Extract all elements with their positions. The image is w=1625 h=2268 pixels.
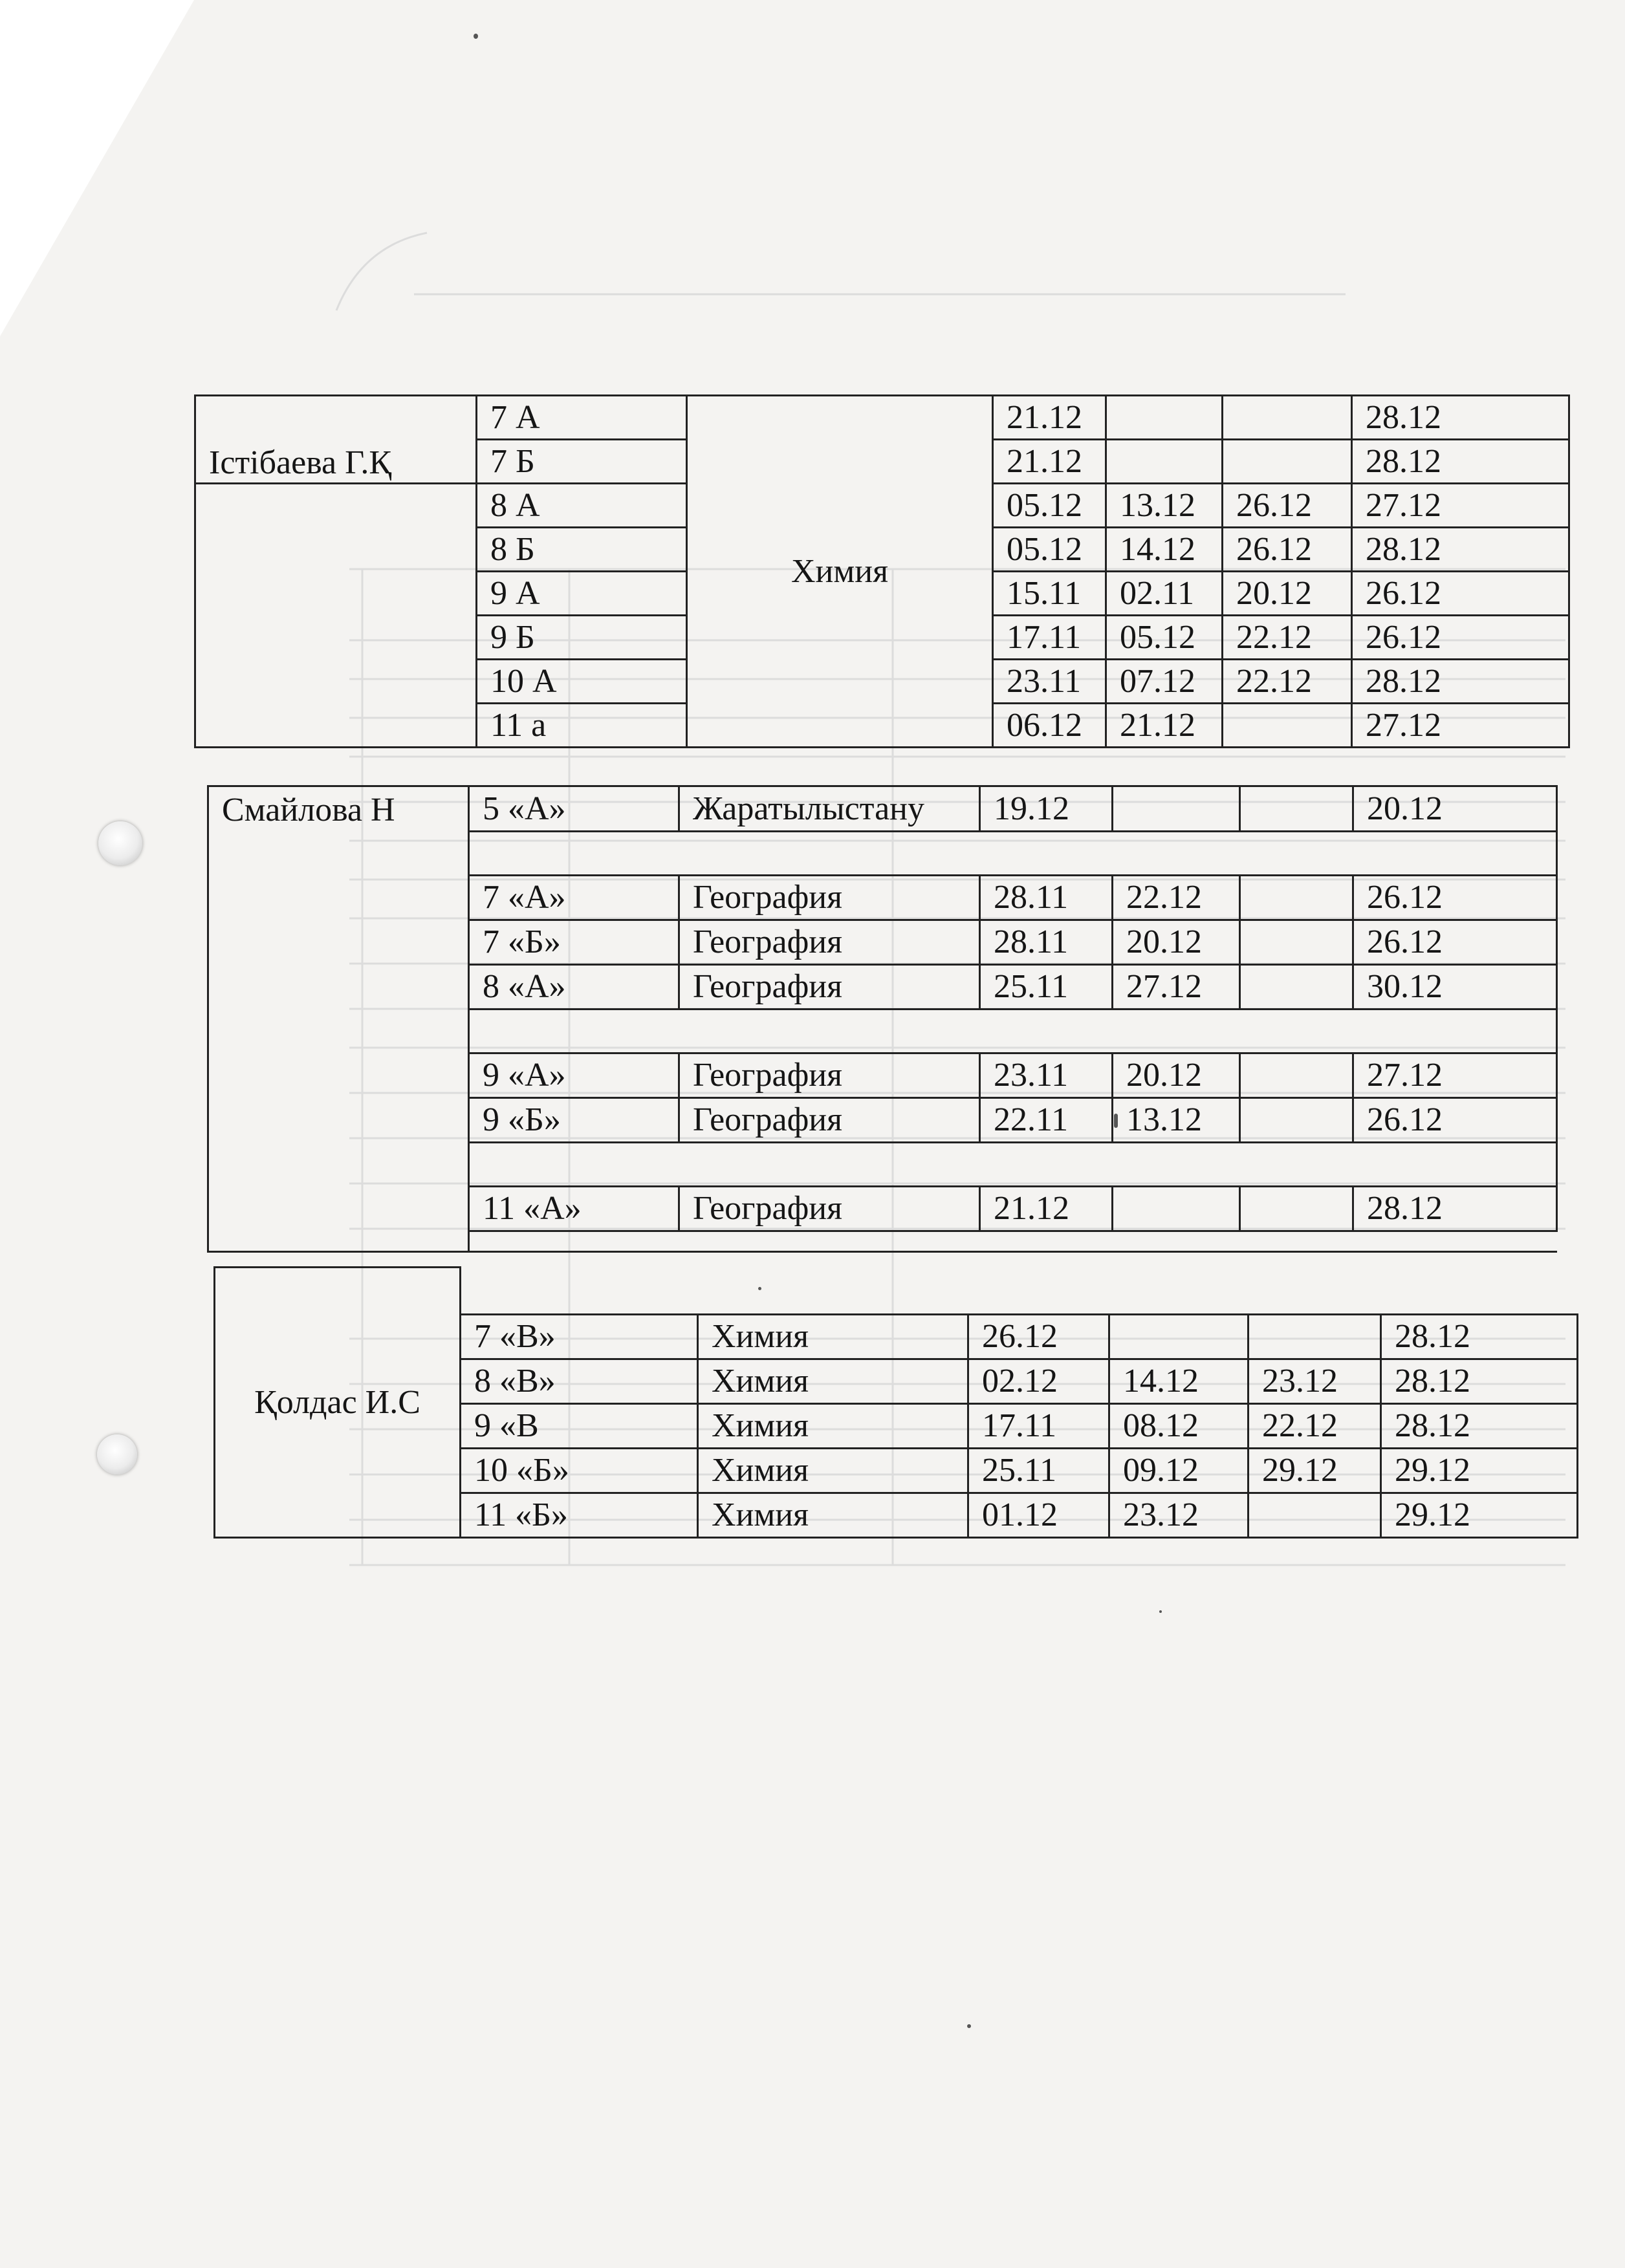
date-cell: 28.12 (1352, 396, 1569, 440)
date-cell (1240, 1098, 1353, 1143)
date-cell: 05.12 (1106, 616, 1223, 660)
subject-cell: Химия (698, 1449, 968, 1493)
date-cell (1240, 1187, 1353, 1231)
date-cell: 19.12 (980, 786, 1113, 832)
date-cell: 05.12 (993, 484, 1106, 528)
class-cell: 8 Б (477, 528, 687, 572)
date-cell: 13.12 (1106, 484, 1223, 528)
date-cell: 30.12 (1353, 965, 1557, 1010)
class-cell: 9 «А» (469, 1053, 679, 1098)
class-cell: 9 «Б» (469, 1098, 679, 1143)
koldas-schedule-table (213, 1266, 1578, 1539)
subject-cell: Жаратылыстану (679, 786, 980, 832)
date-cell (1106, 396, 1223, 440)
date-cell: 28.12 (1352, 660, 1569, 704)
date-cell: 27.12 (1353, 1053, 1557, 1098)
date-cell: 26.12 (1223, 528, 1352, 572)
class-cell: 10 «Б» (461, 1449, 698, 1493)
class-cell: 10 А (477, 660, 687, 704)
folded-page-corner (0, 0, 194, 336)
class-cell: 7 «Б» (469, 920, 679, 965)
date-cell: 02.12 (968, 1359, 1109, 1404)
date-cell (1249, 1315, 1381, 1359)
date-cell: 28.11 (980, 920, 1113, 965)
class-cell: 9 Б (477, 616, 687, 660)
class-cell: 11 а (477, 704, 687, 748)
date-cell: 27.12 (1352, 704, 1569, 748)
date-cell: 01.12 (968, 1493, 1109, 1538)
date-cell: 28.11 (980, 876, 1113, 920)
date-cell: 28.12 (1353, 1187, 1557, 1231)
table-row (195, 396, 1569, 440)
date-cell: 22.12 (1113, 876, 1240, 920)
date-cell: 28.12 (1381, 1359, 1578, 1404)
date-cell: 28.12 (1352, 440, 1569, 484)
date-cell: 22.12 (1249, 1404, 1381, 1449)
blank-separator (469, 1010, 1557, 1053)
punch-hole-top (98, 821, 142, 865)
date-cell: 14.12 (1109, 1359, 1249, 1404)
punch-hole-bottom (97, 1434, 137, 1474)
teacher-name: Істібаева Г.Қ (195, 396, 477, 484)
subject-cell: Химия (698, 1404, 968, 1449)
date-cell: 20.12 (1113, 920, 1240, 965)
date-cell: 23.12 (1249, 1359, 1381, 1404)
class-cell: 8 «В» (461, 1359, 698, 1404)
date-cell: 21.12 (993, 396, 1106, 440)
class-cell: 7 Б (477, 440, 687, 484)
date-cell (1113, 786, 1240, 832)
date-cell (1106, 440, 1223, 484)
date-cell: 07.12 (1106, 660, 1223, 704)
date-cell: 13.12 (1113, 1098, 1240, 1143)
date-cell: 14.12 (1106, 528, 1223, 572)
date-cell: 23.11 (980, 1053, 1113, 1098)
date-cell: 20.12 (1353, 786, 1557, 832)
date-cell: 17.11 (993, 616, 1106, 660)
subject-cell: География (679, 1053, 980, 1098)
subject-cell: Химия (698, 1493, 968, 1538)
date-cell (1109, 1315, 1249, 1359)
subject-cell: Химия (687, 396, 993, 748)
subject-cell: Химия (698, 1359, 968, 1404)
scan-speck (967, 2024, 971, 2028)
date-cell: 20.12 (1113, 1053, 1240, 1098)
teacher-blank-cell (195, 484, 477, 748)
date-cell: 06.12 (993, 704, 1106, 748)
date-cell: 09.12 (1109, 1449, 1249, 1493)
class-cell: 5 «А» (469, 786, 679, 832)
date-cell: 21.12 (1106, 704, 1223, 748)
class-cell: 11 «Б» (461, 1493, 698, 1538)
date-cell: 29.12 (1381, 1493, 1578, 1538)
date-cell: 25.11 (968, 1449, 1109, 1493)
class-cell: 9 А (477, 572, 687, 616)
date-cell: 15.11 (993, 572, 1106, 616)
date-cell: 22.12 (1223, 616, 1352, 660)
blank-separator (469, 1231, 1557, 1252)
date-cell: 22.11 (980, 1098, 1113, 1143)
date-cell: 23.11 (993, 660, 1106, 704)
date-cell: 29.12 (1249, 1449, 1381, 1493)
class-cell: 8 А (477, 484, 687, 528)
date-cell (1223, 704, 1352, 748)
subject-cell: География (679, 876, 980, 920)
subject-cell: Химия (698, 1315, 968, 1359)
date-cell: 28.12 (1352, 528, 1569, 572)
date-cell: 26.12 (1353, 876, 1557, 920)
subject-cell: География (679, 965, 980, 1010)
teacher-name: Смайлова Н (208, 786, 469, 1252)
class-cell: 7 А (477, 396, 687, 440)
scan-speck (1159, 1610, 1162, 1613)
class-cell: 7 «В» (461, 1315, 698, 1359)
date-cell: 02.11 (1106, 572, 1223, 616)
date-cell (1240, 965, 1353, 1010)
date-cell (1249, 1493, 1381, 1538)
date-cell: 08.12 (1109, 1404, 1249, 1449)
date-cell: 05.12 (993, 528, 1106, 572)
date-cell: 26.12 (1352, 616, 1569, 660)
date-cell: 29.12 (1381, 1449, 1578, 1493)
date-cell (1223, 440, 1352, 484)
date-cell: 28.12 (1381, 1404, 1578, 1449)
date-cell: 27.12 (1352, 484, 1569, 528)
date-cell (1223, 396, 1352, 440)
smailova-schedule-table (207, 785, 1558, 1253)
date-cell (1240, 1053, 1353, 1098)
subject-cell: География (679, 1098, 980, 1143)
table-row (215, 1268, 1578, 1315)
class-cell: 11 «А» (469, 1187, 679, 1231)
blank-separator (469, 1143, 1557, 1187)
date-cell (1240, 876, 1353, 920)
class-cell: 9 «В (461, 1404, 698, 1449)
scan-speck (474, 34, 478, 39)
date-cell: 21.12 (993, 440, 1106, 484)
blank-separator (469, 832, 1557, 876)
date-cell: 26.12 (1353, 920, 1557, 965)
date-cell: 26.12 (1353, 1098, 1557, 1143)
date-cell: 25.11 (980, 965, 1113, 1010)
blank-header-gap (461, 1268, 1578, 1315)
date-cell: 17.11 (968, 1404, 1109, 1449)
class-cell: 8 «А» (469, 965, 679, 1010)
date-cell: 27.12 (1113, 965, 1240, 1010)
class-cell: 7 «А» (469, 876, 679, 920)
date-cell: 20.12 (1223, 572, 1352, 616)
date-cell: 22.12 (1223, 660, 1352, 704)
date-cell (1240, 920, 1353, 965)
table-row (208, 786, 1557, 832)
date-cell (1240, 786, 1353, 832)
istibaeva-schedule-table (194, 394, 1570, 748)
date-cell: 26.12 (968, 1315, 1109, 1359)
date-cell: 26.12 (1223, 484, 1352, 528)
date-cell: 28.12 (1381, 1315, 1578, 1359)
date-cell: 26.12 (1352, 572, 1569, 616)
teacher-name: Қолдас И.С (215, 1268, 461, 1538)
date-cell: 23.12 (1109, 1493, 1249, 1538)
date-cell: 21.12 (980, 1187, 1113, 1231)
subject-cell: География (679, 920, 980, 965)
subject-cell: География (679, 1187, 980, 1231)
date-cell (1113, 1187, 1240, 1231)
